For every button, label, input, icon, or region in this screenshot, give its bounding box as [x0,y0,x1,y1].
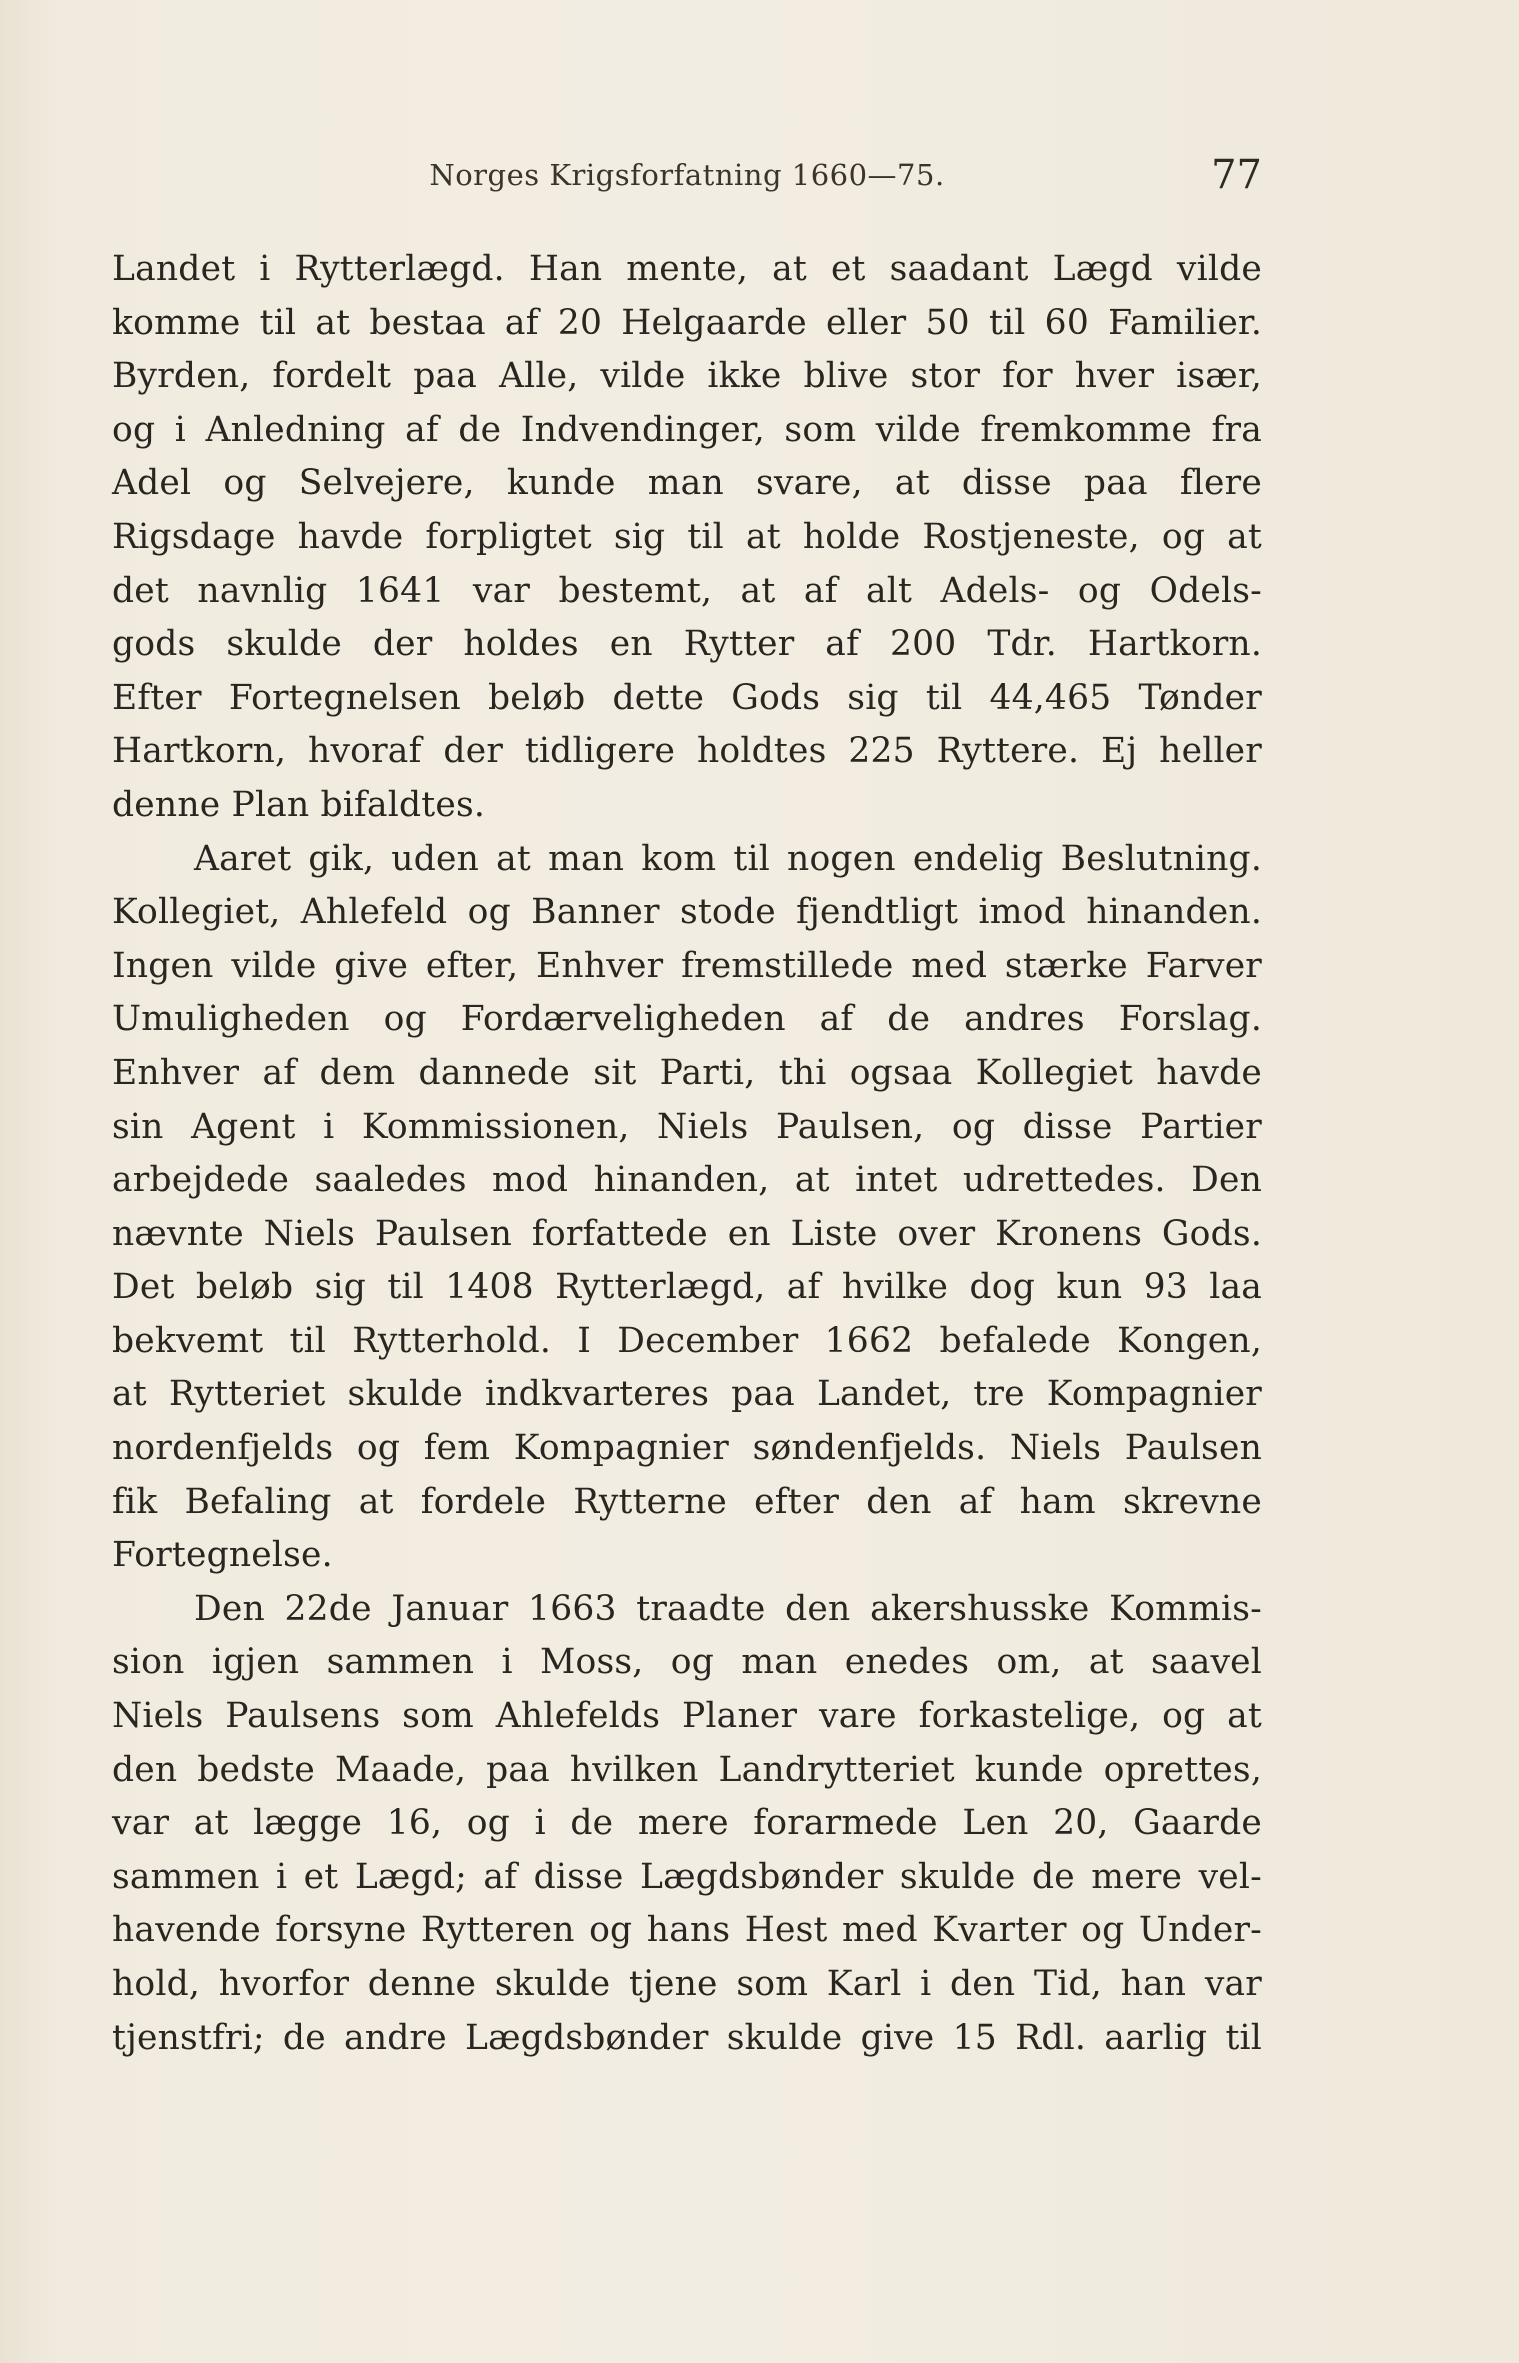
text-line: Rigsdage havde forpligtet sig til at holde Rostjeneste, og at [112,516,1262,557]
text-line: Efter Fortegnelsen beløb dette Gods sig til 44,465 Tønder [112,677,1262,718]
text-line: Byrden, fordelt paa Alle, vilde ikke blive stor for hver især, [112,356,1262,397]
text-line: Niels Paulsens som Ahlefelds Planer vare forkastelige, og at [112,1696,1262,1737]
text-line: Kollegiet, Ahlefeld og Banner stode fjendtligt imod hinanden. [112,892,1262,933]
text-line: Aaret gik, uden at man kom til nogen endelig Beslutning. [194,838,1262,879]
text-line: Umuligheden og Fordærveligheden af de andres Forslag. [112,999,1262,1040]
text-line: sion igjen sammen i Moss, og man enedes om, at saavel [112,1642,1262,1683]
text-line: Landet i Rytterlægd. Han mente, at et saadant Lægd vilde [112,249,1262,289]
text-line: den bedste Maade, paa hvilken Landrytteriet kunde oprettes, [112,1749,1262,1790]
text-line: Adel og Selvejere, kunde man svare, at disse paa flere [112,463,1262,504]
text-line: Enhver af dem dannede sit Parti, thi ogsaa Kollegiet havde [112,1052,1262,1093]
text-line: nordenfjelds og fem Kompagnier søndenfjelds. Niels Paulsen [112,1428,1262,1469]
text-line: Hartkorn, hvoraf der tidligere holdtes 225 Ryttere. Ej heller [112,731,1262,772]
text-line: gods skulde der holdes en Rytter af 200 Tdr. Hartkorn. [112,624,1262,665]
text-line: Den 22de Januar 1663 traadte den akershusske Kommis- [194,1588,1262,1629]
text-line: denne Plan bifaldtes. [112,784,486,825]
text-line: fik Befaling at fordele Rytterne efter den af ham skrevne [112,1481,1262,1522]
text-line: Det beløb sig til 1408 Rytterlægd, af hvilke dog kun 93 laa [112,1267,1262,1308]
text-line: tjenstfri; de andre Lægdsbønder skulde give 15 Rdl. aarlig til [112,2017,1262,2058]
text-line: at Rytteriet skulde indkvarteres paa Landet, tre Kompagnier [112,1374,1262,1415]
text-line: og i Anledning af de Indvendinger, som vilde fremkomme fra [112,409,1262,450]
text-line: sammen i et Lægd; af disse Lægdsbønder skulde de mere vel- [112,1856,1262,1897]
text-line: bekvemt til Rytterhold. I December 1662 befalede Kongen, [112,1320,1262,1361]
text-line: hold, hvorfor denne skulde tjene som Karl i den Tid, han var [112,1964,1262,2004]
text-line: komme til at bestaa af 20 Helgaarde eller 50 til 60 Familier. [112,302,1262,343]
text-line: sin Agent i Kommissionen, Niels Paulsen, og disse Partier [112,1106,1262,1147]
text-line: nævnte Niels Paulsen forfattede en Liste over Kronens Gods. [112,1213,1262,1254]
text-line: Ingen vilde give efter, Enhver fremstillede med stærke Farver [112,945,1262,986]
text-line: arbejdede saaledes mod hinanden, at intet udrettedes. Den [112,1160,1262,1201]
body-text [112,243,1262,2065]
text-line: Fortegnelse. [112,1535,333,1576]
page-number: 77 [1211,152,1262,198]
page-header [112,152,1262,202]
running-head: Norges Krigsforfatning 1660—75. [429,158,945,192]
text-line: havende forsyne Rytteren og hans Hest med Kvarter og Under- [112,1910,1262,1951]
text-line: det navnlig 1641 var bestemt, at af alt Adels- og Odels- [112,570,1262,611]
text-line: var at lægge 16, og i de mere forarmede Len 20, Gaarde [112,1803,1262,1844]
